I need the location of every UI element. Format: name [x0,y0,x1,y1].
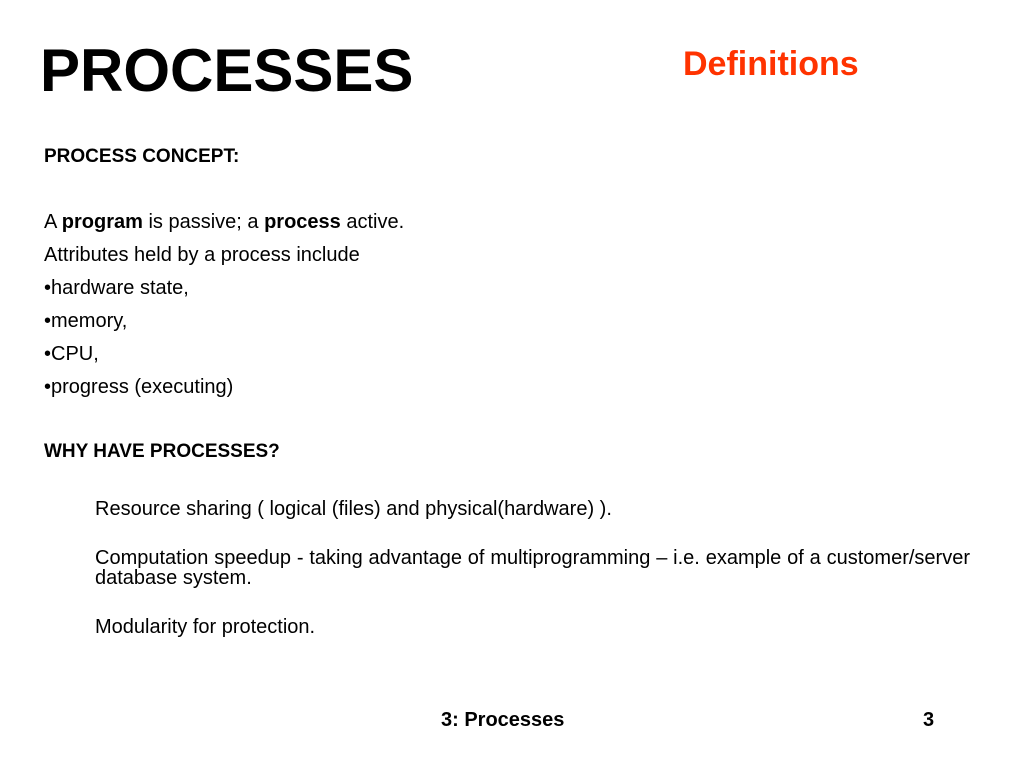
why-processes-heading: WHY HAVE PROCESSES? [44,441,280,462]
footer-chapter: 3: Processes [441,709,565,731]
attribute-item: •memory, [44,310,128,332]
process-concept-heading: PROCESS CONCEPT: [44,146,240,167]
reason-item: Modularity for protection. [95,616,316,638]
process-term: process [264,211,341,233]
definition-part-1: A [44,211,62,233]
attribute-item: •progress (executing) [44,376,234,398]
definition-part-2: is passive; a [142,211,265,233]
reason-item: Resource sharing ( logical (files) and physical(hardware) ). [95,498,612,520]
attribute-item: •hardware state, [44,277,189,299]
attribute-item: •CPU, [44,343,99,365]
slide-title: PROCESSES [40,37,414,104]
reason-item: Computation speedup - taking advantage of multiprogramming – i.e. example of a customer/server database system. [95,547,970,589]
process-definition [44,210,404,234]
attributes-intro: Attributes held by a process include [44,244,360,266]
definition-part-3: active. [340,211,405,233]
section-title: Definitions [683,45,859,83]
program-term: program [61,211,143,233]
page-number: 3 [923,709,935,731]
